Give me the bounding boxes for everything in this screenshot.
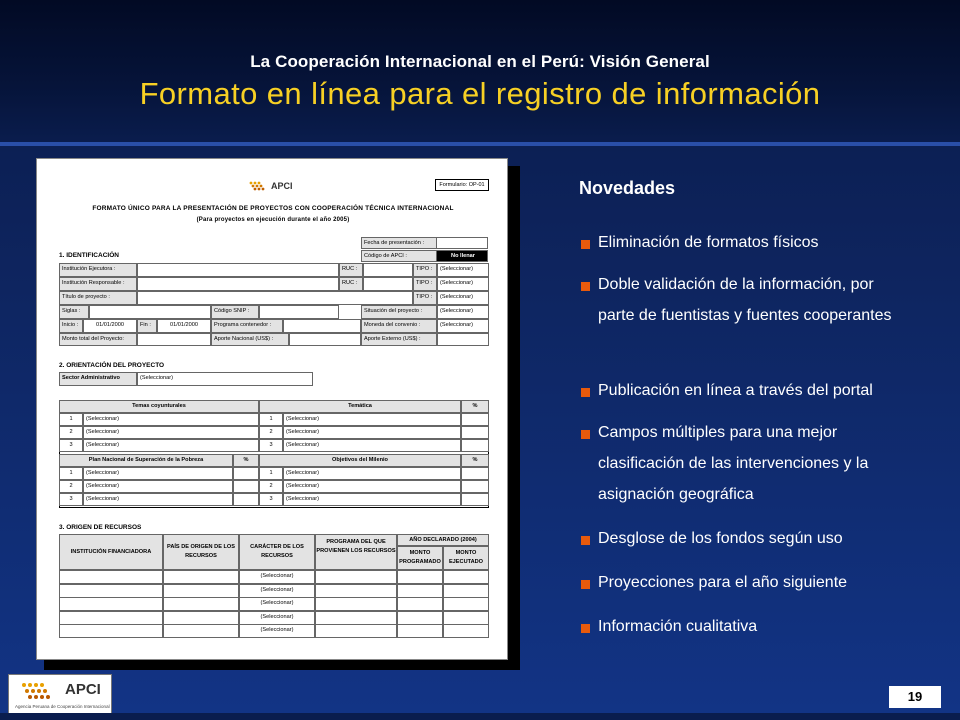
tipo-label: TIPO : — [413, 291, 437, 305]
titulo-proyecto-label: Título de proyecto : — [59, 291, 137, 305]
aporte-externo-field — [437, 333, 489, 346]
novedad-text: Doble validación de la información, por parte de fuentistas y fuentes cooperantes — [598, 276, 892, 324]
tema-select: (Seleccionar) — [83, 413, 259, 426]
programa-field — [315, 584, 397, 598]
pct-field — [461, 413, 489, 426]
tematica-header: Temática — [259, 400, 461, 413]
objetivo-select: (Seleccionar) — [283, 493, 461, 506]
situacion-label: Situación del proyecto : — [361, 305, 437, 319]
moneda-select: (Seleccionar) — [437, 319, 489, 333]
plan-header: Plan Nacional de Superación de la Pobreza — [59, 454, 233, 467]
col-caracter: CARÁCTER DE LOS RECURSOS — [239, 534, 315, 570]
programa-field — [283, 319, 361, 333]
objetivos-header: Objetivos del Milenio — [259, 454, 461, 467]
tematica-select: (Seleccionar) — [283, 439, 461, 452]
pais-field — [163, 584, 239, 598]
ruc-field — [363, 277, 413, 291]
novedades-title: Novedades — [579, 178, 676, 198]
aporte-externo-label: Aporte Externo (US$) : — [361, 333, 437, 346]
monto-programado-field — [397, 611, 443, 625]
novedad-text: Información cualitativa — [598, 618, 758, 635]
fin-label: Fin : — [137, 319, 157, 333]
tema-select: (Seleccionar) — [83, 426, 259, 439]
monto-programado-field — [397, 624, 443, 638]
codigo-label: Código de APCI : — [361, 250, 437, 262]
institucion-responsable-field — [137, 277, 339, 291]
pct-field — [461, 493, 489, 506]
col-anio: AÑO DECLARADO (2004) — [397, 534, 489, 546]
objetivo-select: (Seleccionar) — [283, 480, 461, 493]
monto-ejecutado-field — [443, 611, 489, 625]
novedad-item — [581, 574, 911, 598]
pct-header: % — [461, 400, 489, 413]
institucion-field — [59, 584, 163, 598]
caracter-select: (Seleccionar) — [239, 570, 315, 584]
row-number: 3 — [59, 493, 83, 506]
tematica-select: (Seleccionar) — [283, 426, 461, 439]
moneda-label: Moneda del convenio : — [361, 319, 437, 333]
footer-logo-text: APCI — [65, 681, 101, 698]
bullet-square-icon — [581, 282, 590, 291]
section-origen-title: 3. ORIGEN DE RECURSOS — [59, 524, 142, 531]
codigo-snip-field — [259, 305, 339, 319]
pct-field — [233, 480, 259, 493]
pct-field — [233, 467, 259, 480]
bullet-square-icon — [581, 624, 590, 633]
pais-field — [163, 570, 239, 584]
no-llenar-field: No llenar — [436, 250, 488, 262]
tipo-label: TIPO : — [413, 263, 437, 277]
caracter-select: (Seleccionar) — [239, 611, 315, 625]
col-programa: PROGRAMA DEL QUE PROVIENEN LOS RECURSOS — [315, 534, 397, 570]
novedad-text: Publicación en línea a través del portal — [598, 382, 873, 399]
inicio-label: Inicio : — [59, 319, 83, 333]
novedad-text: Proyecciones para el año siguiente — [598, 574, 848, 591]
siglas-label: Siglas : — [59, 305, 89, 319]
footer-logo-tagline: Agencia Peruana de Cooperación Internacional — [15, 704, 110, 709]
section-identificacion-title: 1. IDENTIFICACIÓN — [59, 252, 119, 259]
bullet-square-icon — [581, 580, 590, 589]
form-subheading: (Para proyectos en ejecución durante el año 2005) — [196, 217, 350, 223]
bullet-square-icon — [581, 240, 590, 249]
institucion-field — [59, 597, 163, 611]
pct-header: % — [461, 454, 489, 467]
aporte-nacional-label: Aporte Nacional (US$) : — [211, 333, 289, 346]
ruc-field — [363, 263, 413, 277]
page-number: 19 — [889, 686, 941, 708]
novedad-text: Desglose de los fondos según uso — [598, 530, 843, 547]
row-number: 1 — [259, 413, 283, 426]
tematica-select: (Seleccionar) — [283, 413, 461, 426]
row-number: 1 — [59, 413, 83, 426]
tipo-select: (Seleccionar) — [437, 291, 489, 305]
bullet-square-icon — [581, 430, 590, 439]
novedad-item — [581, 276, 911, 331]
pct-field — [233, 493, 259, 506]
bullet-square-icon — [581, 388, 590, 397]
monto-ejecutado-field — [443, 624, 489, 638]
institucion-field — [59, 570, 163, 584]
form-logo — [249, 179, 293, 193]
monto-ejecutado-field — [443, 597, 489, 611]
novedad-item — [581, 530, 911, 554]
pct-header: % — [233, 454, 259, 467]
bottom-rule — [0, 713, 960, 720]
monto-ejecutado-field — [443, 584, 489, 598]
institucion-field — [59, 611, 163, 625]
codigo-snip-label: Código SNIP : — [211, 305, 259, 319]
institucion-responsable-label: Institución Responsable : — [59, 277, 137, 291]
pct-field — [461, 426, 489, 439]
slide-subtitle: La Cooperación Internacional en el Perú: Visión General — [250, 52, 710, 71]
caracter-select: (Seleccionar) — [239, 624, 315, 638]
form-logo-text: APCI — [271, 181, 293, 191]
novedad-item — [581, 382, 911, 406]
plan-select: (Seleccionar) — [83, 467, 233, 480]
sector-select: (Seleccionar) — [137, 372, 313, 386]
ruc-label: RUC : — [339, 263, 363, 277]
col-institucion: INSTITUCIÓN FINANCIADORA — [59, 534, 163, 570]
tema-select: (Seleccionar) — [83, 439, 259, 452]
institucion-ejecutora-field — [137, 263, 339, 277]
form-image — [36, 158, 508, 660]
header-divider — [0, 142, 960, 146]
monto-ejecutado-field — [443, 570, 489, 584]
plan-select: (Seleccionar) — [83, 480, 233, 493]
pct-field — [461, 467, 489, 480]
col-monto-ejecutado: MONTO EJECUTADO — [443, 546, 489, 570]
tipo-label: TIPO : — [413, 277, 437, 291]
form-code: Formulario: OP-01 — [435, 179, 489, 191]
row-number: 2 — [259, 426, 283, 439]
fin-date: 01/01/2000 — [157, 319, 211, 333]
plan-select: (Seleccionar) — [83, 493, 233, 506]
programa-field — [315, 570, 397, 584]
novedad-item — [581, 424, 911, 510]
inicio-date: 01/01/2000 — [83, 319, 137, 333]
row-number: 2 — [259, 480, 283, 493]
fecha-label: Fecha de presentación : — [361, 237, 437, 249]
apci-logo-icon — [249, 181, 267, 191]
caracter-select: (Seleccionar) — [239, 584, 315, 598]
monto-total-label: Monto total del Proyecto: — [59, 333, 137, 346]
slide-header — [0, 0, 960, 145]
row-number: 1 — [59, 467, 83, 480]
row-number: 3 — [59, 439, 83, 452]
col-monto-programado: MONTO PROGRAMADO — [397, 546, 443, 570]
programa-label: Programa contenedor : — [211, 319, 283, 333]
bullet-square-icon — [581, 536, 590, 545]
aporte-nacional-field — [289, 333, 361, 346]
institucion-field — [59, 624, 163, 638]
novedad-text: Eliminación de formatos físicos — [598, 234, 819, 251]
slide-title: Formato en línea para el registro de información — [139, 76, 821, 111]
pct-field — [461, 480, 489, 493]
novedad-item — [581, 618, 911, 642]
row-number: 3 — [259, 439, 283, 452]
titulo-proyecto-field — [137, 291, 413, 305]
caracter-select: (Seleccionar) — [239, 597, 315, 611]
sector-label: Sector Administrativo — [59, 372, 137, 386]
pais-field — [163, 624, 239, 638]
institucion-ejecutora-label: Institución Ejecutora : — [59, 263, 137, 277]
novedad-text: Campos múltiples para una mejor clasificación de las intervenciones y la asignación geográfica — [598, 424, 869, 503]
programa-field — [315, 597, 397, 611]
tipo-select: (Seleccionar) — [437, 277, 489, 291]
section-orientacion-title: 2. ORIENTACIÓN DEL PROYECTO — [59, 362, 165, 369]
row-number: 1 — [259, 467, 283, 480]
pais-field — [163, 597, 239, 611]
monto-total-field — [137, 333, 211, 346]
col-pais: PAÍS DE ORIGEN DE LOS RECURSOS — [163, 534, 239, 570]
temas-header: Temas coyunturales — [59, 400, 259, 413]
row-number: 2 — [59, 426, 83, 439]
apci-logo-icon — [21, 682, 61, 702]
programa-field — [315, 611, 397, 625]
programa-field — [315, 624, 397, 638]
pais-field — [163, 611, 239, 625]
row-number: 3 — [259, 493, 283, 506]
pct-field — [461, 439, 489, 452]
ruc-label: RUC : — [339, 277, 363, 291]
row-number: 2 — [59, 480, 83, 493]
monto-programado-field — [397, 584, 443, 598]
siglas-field — [89, 305, 211, 319]
monto-programado-field — [397, 597, 443, 611]
footer-logo — [8, 674, 112, 714]
tipo-select: (Seleccionar) — [437, 263, 489, 277]
situacion-select: (Seleccionar) — [437, 305, 489, 319]
objetivo-select: (Seleccionar) — [283, 467, 461, 480]
monto-programado-field — [397, 570, 443, 584]
novedad-item — [581, 234, 911, 258]
fecha-field — [436, 237, 488, 249]
form-heading: FORMATO ÚNICO PARA LA PRESENTACIÓN DE PROYECTOS CON COOPERACIÓN TÉCNICA INTERNACIONAL — [92, 205, 454, 212]
